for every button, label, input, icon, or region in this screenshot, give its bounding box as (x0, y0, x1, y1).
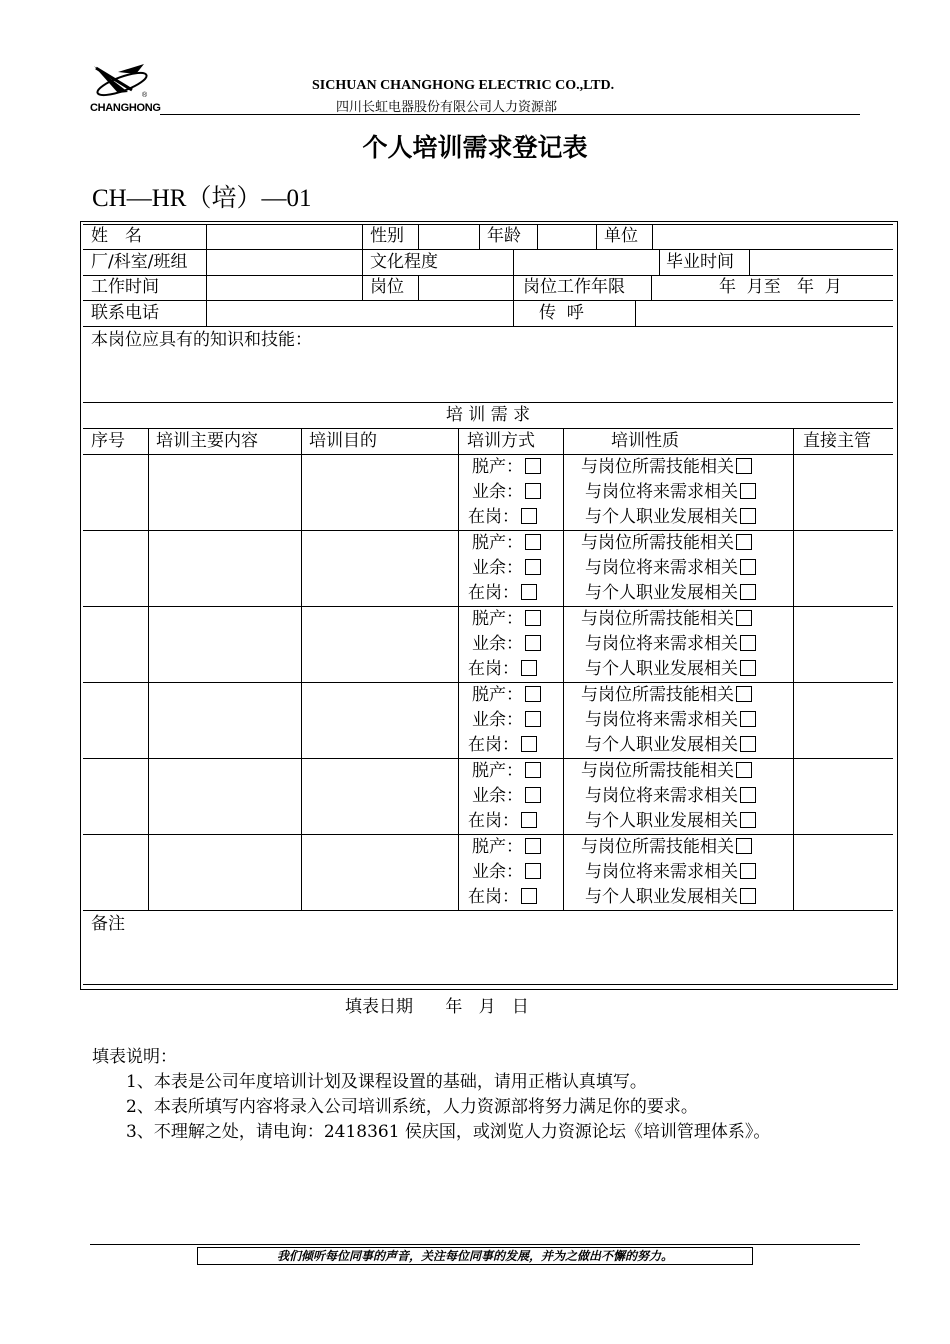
training-mode-label: 脱产： (472, 761, 523, 781)
training-nature-label: 与岗位将来需求相关 (585, 634, 738, 654)
training-nature-option[interactable] (581, 609, 752, 629)
training-mode-label: 在岗： (468, 811, 519, 831)
training-mode-option[interactable] (472, 862, 541, 882)
form-line (148, 428, 149, 910)
checkbox-icon[interactable] (736, 610, 752, 626)
form-line (83, 300, 893, 301)
header-rule (160, 114, 860, 115)
training-mode-option[interactable] (468, 583, 537, 603)
training-nature-label: 与岗位所需技能相关 (581, 533, 734, 553)
checkbox-icon[interactable] (521, 736, 537, 752)
form-number: CH—HR（培）—01 (92, 185, 312, 212)
checkbox-icon[interactable] (740, 787, 756, 803)
training-nature-option[interactable] (581, 533, 752, 553)
checkbox-icon[interactable] (525, 838, 541, 854)
checkbox-icon[interactable] (740, 584, 756, 600)
training-nature-option[interactable] (585, 862, 756, 882)
form-line (596, 224, 597, 249)
form-line (301, 428, 302, 910)
training-nature-option[interactable] (585, 583, 756, 603)
training-nature-label: 与个人职业发展相关 (585, 659, 738, 679)
form-line (635, 300, 636, 326)
form-line (83, 249, 893, 250)
training-mode-label: 业余： (472, 634, 523, 654)
training-nature-label: 与岗位将来需求相关 (585, 786, 738, 806)
checkbox-icon[interactable] (736, 762, 752, 778)
checkbox-icon[interactable] (740, 483, 756, 499)
checkbox-icon[interactable] (740, 736, 756, 752)
form-line (206, 224, 207, 326)
training-mode-option[interactable] (472, 609, 541, 629)
checkbox-icon[interactable] (525, 483, 541, 499)
checkbox-icon[interactable] (740, 711, 756, 727)
training-mode-option[interactable] (468, 507, 537, 527)
training-mode-label: 在岗： (468, 507, 519, 527)
page-title: 个人培训需求登记表 (362, 133, 588, 162)
changhong-logo (88, 62, 168, 118)
form-line (513, 300, 514, 326)
training-mode-option[interactable] (468, 811, 537, 831)
checkbox-icon[interactable] (736, 458, 752, 474)
checkbox-icon[interactable] (525, 610, 541, 626)
col-header-index: 序号 (91, 431, 125, 451)
form-line (83, 275, 893, 276)
position-years-label: 岗位工作年限 (523, 277, 625, 297)
training-nature-label: 与岗位将来需求相关 (585, 558, 738, 578)
training-nature-label: 与个人职业发展相关 (585, 583, 738, 603)
form-line (793, 428, 794, 910)
checkbox-icon[interactable] (740, 635, 756, 651)
form-line (418, 275, 419, 300)
training-nature-label: 与个人职业发展相关 (585, 887, 738, 907)
checkbox-icon[interactable] (525, 635, 541, 651)
training-nature-option[interactable] (585, 659, 756, 679)
footer-rule (90, 1244, 860, 1245)
note-item: 3、不理解之处，请电询：2418361 侯庆国，或浏览人力资源论坛《培训管理体系》。 (126, 1122, 771, 1142)
form-line (513, 275, 514, 300)
training-section-title: 培 训 需 求 (445, 405, 531, 425)
checkbox-icon[interactable] (736, 534, 752, 550)
training-nature-option[interactable] (581, 761, 752, 781)
training-mode-label: 脱产： (472, 533, 523, 553)
training-nature-option[interactable] (585, 482, 756, 502)
form-line (83, 428, 893, 429)
logo-text: CHANGHONG (90, 102, 161, 114)
training-nature-option[interactable] (581, 685, 752, 705)
form-line (83, 530, 893, 531)
name-label: 姓 名 (91, 226, 142, 246)
training-nature-label: 与个人职业发展相关 (585, 507, 738, 527)
remarks-label: 备注 (91, 914, 125, 934)
year-range-text: 年 月至 年 月 (719, 277, 842, 297)
checkbox-icon[interactable] (525, 711, 541, 727)
graduation-label: 毕业时间 (666, 252, 734, 272)
phone-label: 联系电话 (91, 303, 159, 323)
checkbox-icon[interactable] (525, 787, 541, 803)
col-header-purpose: 培训目的 (309, 431, 377, 451)
checkbox-icon[interactable] (521, 584, 537, 600)
col-header-nature: 培训性质 (611, 431, 679, 451)
checkbox-icon[interactable] (736, 686, 752, 702)
training-mode-label: 业余： (472, 862, 523, 882)
checkbox-icon[interactable] (736, 838, 752, 854)
checkbox-icon[interactable] (525, 686, 541, 702)
training-nature-label: 与岗位将来需求相关 (585, 710, 738, 730)
training-nature-option[interactable] (585, 558, 756, 578)
training-nature-label: 与岗位所需技能相关 (581, 685, 734, 705)
company-name-cn: 四川长虹电器股份有限公司人力资源部 (336, 100, 558, 115)
checkbox-icon[interactable] (521, 888, 537, 904)
form-line (83, 682, 893, 683)
training-mode-option[interactable] (468, 659, 537, 679)
training-nature-option[interactable] (585, 634, 756, 654)
training-mode-label: 在岗： (468, 583, 519, 603)
training-nature-label: 与岗位所需技能相关 (581, 609, 734, 629)
form-line (83, 326, 893, 327)
checkbox-icon[interactable] (525, 762, 541, 778)
col-header-mode: 培训方式 (467, 431, 535, 451)
training-nature-option[interactable] (585, 710, 756, 730)
training-mode-option[interactable] (468, 887, 537, 907)
checkbox-icon[interactable] (525, 559, 541, 575)
note-item: 2、本表所填写内容将录入公司培训系统，人力资源部将努力满足你的要求。 (126, 1097, 698, 1117)
form-line (418, 224, 419, 249)
training-form (83, 224, 893, 985)
training-mode-option[interactable] (472, 710, 541, 730)
company-name-en: SICHUAN CHANGHONG ELECTRIC CO.,LTD. (312, 78, 615, 93)
form-line (659, 249, 660, 275)
checkbox-icon[interactable] (740, 863, 756, 879)
training-nature-option[interactable] (585, 507, 756, 527)
form-line (749, 249, 750, 275)
form-line (83, 402, 893, 403)
form-line (83, 910, 893, 911)
training-mode-option[interactable] (472, 533, 541, 553)
pager-label: 传 呼 (539, 303, 584, 323)
form-line (83, 224, 893, 225)
training-mode-label: 业余： (472, 786, 523, 806)
form-line (83, 834, 893, 835)
logo-swoosh-icon (88, 62, 158, 104)
checkbox-icon[interactable] (521, 508, 537, 524)
form-line (83, 758, 893, 759)
footer-slogan: 我们倾听每位同事的声音，关注每位同事的发展，并为之做出不懈的努力。 (197, 1247, 753, 1265)
form-line (652, 224, 653, 249)
training-mode-option[interactable] (472, 786, 541, 806)
checkbox-icon[interactable] (525, 863, 541, 879)
form-line (563, 428, 564, 910)
training-mode-option[interactable] (472, 457, 541, 477)
training-mode-option[interactable] (468, 735, 537, 755)
form-line (479, 224, 480, 249)
training-nature-label: 与岗位将来需求相关 (585, 862, 738, 882)
training-mode-option[interactable] (472, 558, 541, 578)
training-nature-option[interactable] (581, 457, 752, 477)
checkbox-icon[interactable] (740, 559, 756, 575)
training-nature-label: 与岗位将来需求相关 (585, 482, 738, 502)
age-label: 年龄 (487, 226, 521, 246)
checkbox-icon[interactable] (740, 660, 756, 676)
note-item: 1、本表是公司年度培训计划及课程设置的基础，请用正楷认真填写。 (126, 1072, 647, 1092)
form-line (458, 428, 459, 910)
training-mode-option[interactable] (472, 685, 541, 705)
form-line (513, 249, 514, 275)
training-nature-label: 与个人职业发展相关 (585, 811, 738, 831)
checkbox-icon[interactable] (525, 458, 541, 474)
training-nature-label: 与岗位所需技能相关 (581, 457, 734, 477)
training-nature-option[interactable] (585, 887, 756, 907)
checkbox-icon[interactable] (740, 888, 756, 904)
fill-date: 填表日期 年 月 日 (345, 997, 529, 1017)
training-nature-option[interactable] (585, 735, 756, 755)
form-line (83, 454, 893, 455)
training-nature-label: 与岗位所需技能相关 (581, 837, 734, 857)
training-nature-option[interactable] (585, 786, 756, 806)
skills-label: 本岗位应具有的知识和技能： (91, 330, 312, 350)
training-mode-label: 在岗： (468, 735, 519, 755)
education-label: 文化程度 (370, 252, 438, 272)
training-mode-option[interactable] (472, 837, 541, 857)
form-line (651, 275, 652, 300)
training-mode-label: 脱产： (472, 609, 523, 629)
training-mode-option[interactable] (472, 634, 541, 654)
training-mode-label: 脱产： (472, 685, 523, 705)
training-mode-option[interactable] (472, 482, 541, 502)
checkbox-icon[interactable] (521, 812, 537, 828)
training-nature-label: 与岗位所需技能相关 (581, 761, 734, 781)
training-mode-label: 在岗： (468, 659, 519, 679)
training-mode-label: 脱产： (472, 457, 523, 477)
form-line (83, 606, 893, 607)
training-mode-label: 业余： (472, 558, 523, 578)
col-header-content: 培训主要内容 (156, 431, 258, 451)
col-header-supervisor: 直接主管 (803, 431, 871, 451)
gender-label: 性别 (370, 226, 404, 246)
training-mode-option[interactable] (472, 761, 541, 781)
notes-title: 填表说明： (92, 1047, 177, 1067)
checkbox-icon[interactable] (740, 508, 756, 524)
training-nature-option[interactable] (585, 811, 756, 831)
training-nature-option[interactable] (581, 837, 752, 857)
training-mode-label: 业余： (472, 710, 523, 730)
training-mode-label: 业余： (472, 482, 523, 502)
logo-registered-mark: ® (142, 92, 148, 99)
checkbox-icon[interactable] (740, 812, 756, 828)
checkbox-icon[interactable] (521, 660, 537, 676)
training-mode-label: 脱产： (472, 837, 523, 857)
form-line (362, 224, 363, 300)
form-line (537, 224, 538, 249)
training-mode-label: 在岗： (468, 887, 519, 907)
position-label: 岗位 (370, 277, 404, 297)
training-nature-label: 与个人职业发展相关 (585, 735, 738, 755)
unit-label: 单位 (604, 226, 638, 246)
dept-label: 厂/科室/班组 (91, 252, 188, 272)
checkbox-icon[interactable] (525, 534, 541, 550)
work-time-label: 工作时间 (91, 277, 159, 297)
form-line (83, 984, 893, 985)
